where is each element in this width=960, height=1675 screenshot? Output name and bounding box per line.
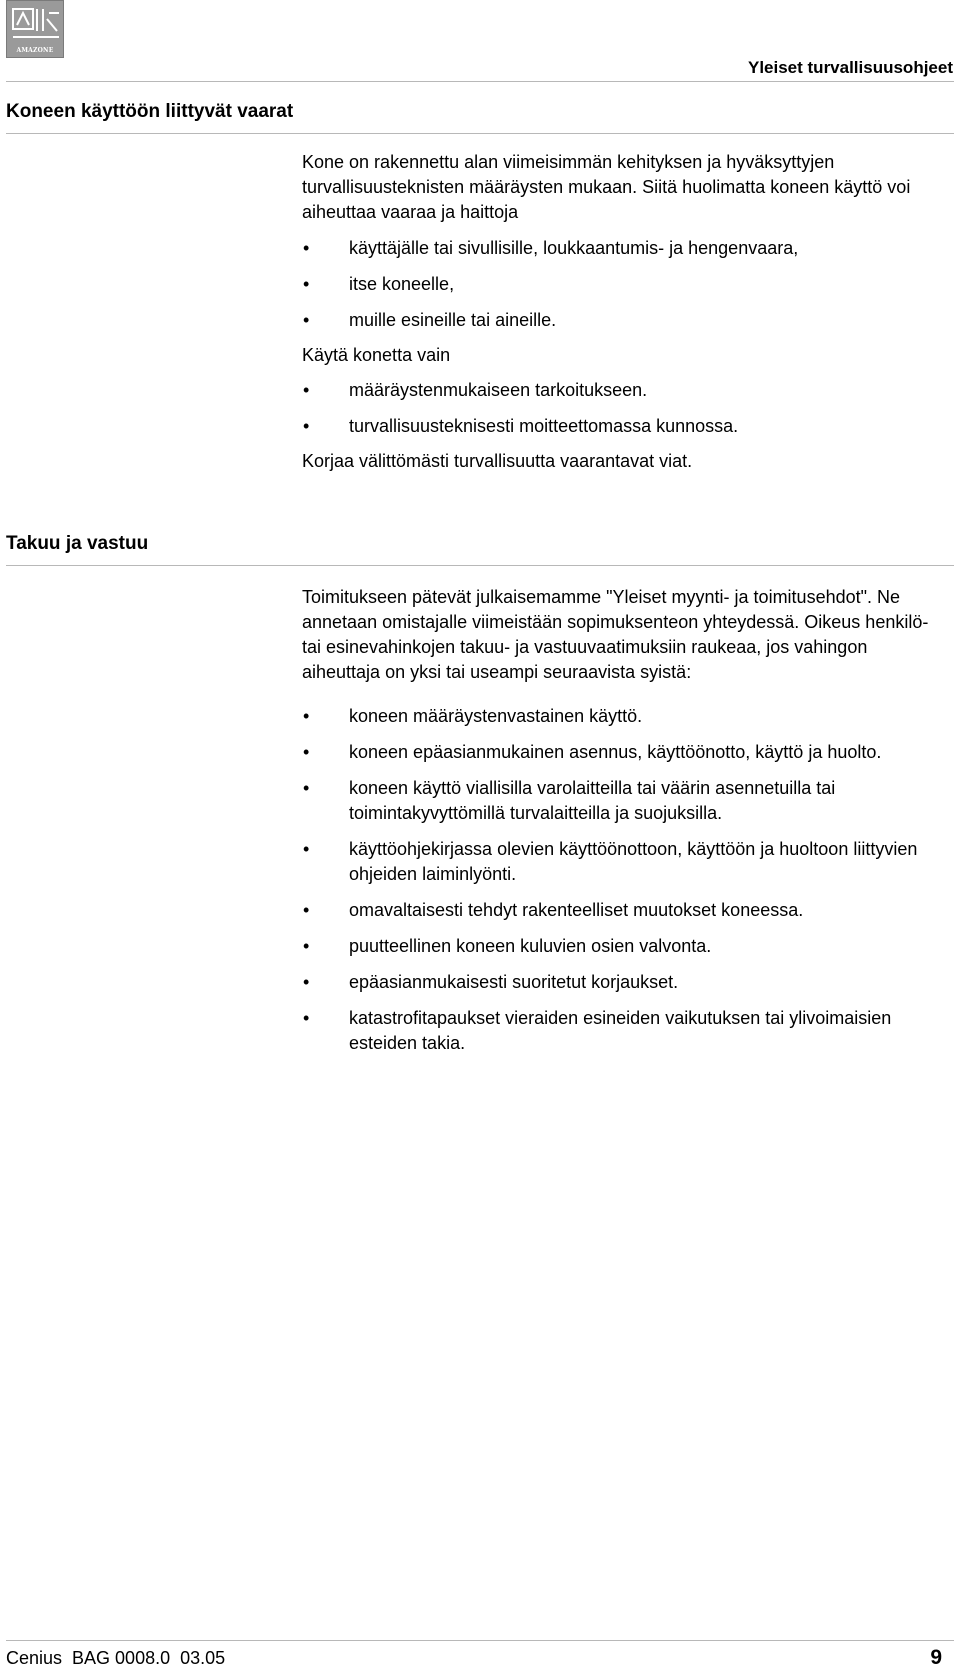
list-item: • koneen epäasianmukainen asennus, käyttöönotto, käyttö ja huolto.	[302, 740, 942, 765]
list-item: • muille esineille tai aineille.	[302, 308, 942, 333]
list-item: • koneen käyttö viallisilla varolaitteilla tai väärin asennetuilla tai toimintakyvyttömillä turvalaitteilla ja suojuksilla.	[302, 776, 942, 826]
page-number: 9	[930, 1646, 942, 1669]
section-divider	[6, 133, 954, 134]
section-body-dangers	[302, 150, 942, 474]
section-divider	[6, 565, 954, 566]
list-item: • itse koneelle,	[302, 272, 942, 297]
list-item: • käyttöohjekirjassa olevien käyttöönottoon, käyttöön ja huoltoon liittyvien ohjeiden laiminlyönti.	[302, 837, 942, 887]
list-item: • määräystenmukaiseen tarkoitukseen.	[302, 378, 942, 403]
paragraph-closing: Korjaa välittömästi turvallisuutta vaarantavat viat.	[302, 451, 693, 471]
paragraph-use-only: Käytä konetta vain	[302, 345, 451, 365]
list-item: • puutteellinen koneen kuluvien osien valvonta.	[302, 934, 942, 959]
list-item: • käyttäjälle tai sivullisille, loukkaantumis- ja hengenvaara,	[302, 236, 942, 261]
section-body-warranty	[302, 585, 942, 1056]
paragraph-intro: Kone on rakennettu alan viimeisimmän kehityksen ja hyväksyttyjen turvallisuusteknisten määräysten mukaan. Siitä huolimatta koneen käyttö voi aiheuttaa vaaraa ja haittoja	[302, 152, 911, 222]
bullet-list	[302, 704, 942, 1056]
document-reference: Cenius BAG 0008.0 03.05	[6, 1648, 226, 1668]
bullet-list	[302, 378, 942, 439]
section-heading-warranty: Takuu ja vastuu	[6, 533, 149, 554]
footer-divider	[6, 1640, 954, 1641]
header-divider	[6, 81, 954, 82]
page-header-title: Yleiset turvallisuusohjeet	[747, 58, 953, 77]
list-item: • omavaltaisesti tehdyt rakenteelliset muutokset koneessa.	[302, 898, 942, 923]
amazone-logo	[6, 0, 64, 58]
bullet-list	[302, 236, 942, 333]
paragraph-intro: Toimitukseen pätevät julkaisemamme "Yleiset myynti- ja toimitusehdot". Ne annetaan omistajalle viimeistään sopimuksenteon yhteydessä. Oikeus henkilö- tai esinevahinkojen takuu- ja vastuuvaatimuksiin raukeaa, jos vahingon aiheuttaja on yksi tai useampi seuraavista syistä:	[302, 587, 929, 682]
list-item: • epäasianmukaisesti suoritetut korjaukset.	[302, 970, 942, 995]
list-item: • koneen määräystenvastainen käyttö.	[302, 704, 942, 729]
list-item: • katastrofitapaukset vieraiden esineiden vaikutuksen tai ylivoimaisien esteiden takia.	[302, 1006, 942, 1056]
logo-wordmark: AMAZONE	[16, 47, 54, 54]
list-item: • turvallisuusteknisesti moitteettomassa kunnossa.	[302, 414, 942, 439]
section-heading-dangers: Koneen käyttöön liittyvät vaarat	[6, 101, 294, 122]
